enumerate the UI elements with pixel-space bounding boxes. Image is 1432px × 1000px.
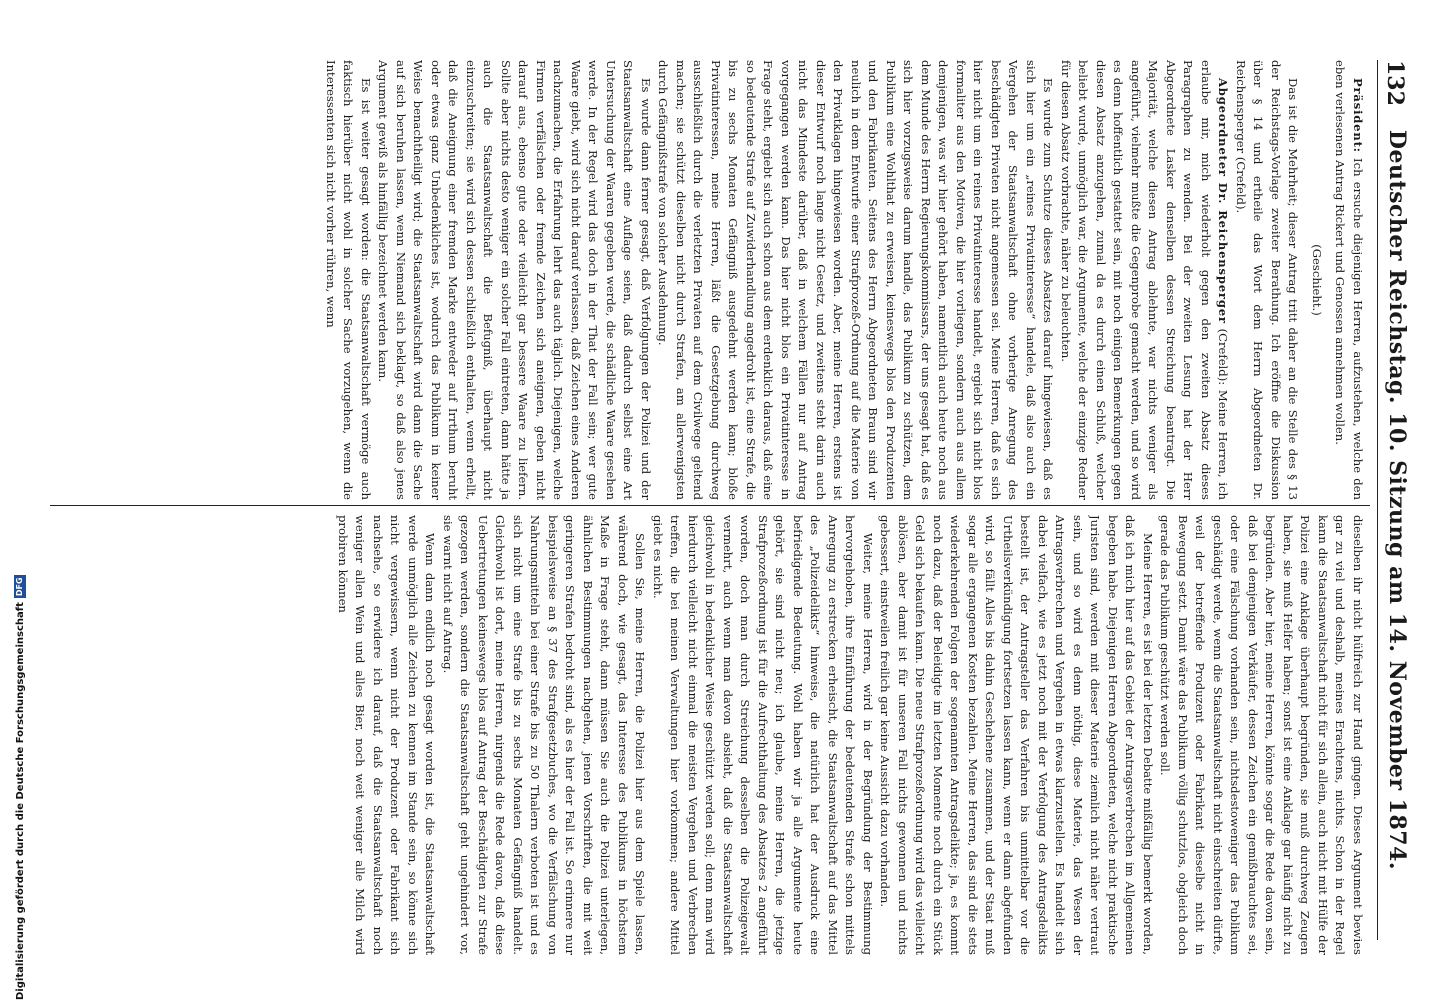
paragraph: Sollen Sie, meine Herren, die Polizei hier aus dem Spiele lassen, während doch, wie gesagt, das Interesse des Publikums in höchstem Maße in Frage steht, dann müssen Sie auch die Polizei unterlegen, ähnlichen Bestimmungen nachgehen, jenen Vorschriften, die mit weit geringeren Strafen bedroht sind, als es hier der Fall ist. So erinnere nur beispielsweise an § 37 des Strafgesetzbuches, wo die Verfälschung von Nahrungsmitteln bei einer Strafe bis zu 50 Thalern verboten ist und es sich nicht um eine Strafe bis zu sechs Monaten Gefängniß handelt. Gleichwohl ist dort, meine Herren, nirgends die Rede davon, daß diese Uebertretungen keineswegs blos auf Antrag der Beschädigten zur Strafe gezogen werden, sondern die Staatsanwaltschaft geht ungehindert vor, sie warnt nicht auf Antrag. <box>441 515 648 955</box>
right-column <box>50 515 1366 955</box>
paragraph: Wenn dann endlich noch gesagt worden ist, die Staatsanwaltschaft werde unmöglich alle Zeichen zu kennen im Stande sein, so könne sich nicht vergewissern, wenn nicht der Produzent oder Fabrikant sich nachsehe, so erwidere ich darauf, daß die Staatsanwaltschaft noch weniger allen Wein und alles Bier, noch weit weniger alle Milch wird probiren können <box>336 515 438 955</box>
dfg-logo: DFG <box>15 577 24 597</box>
paragraph <box>1057 60 1232 500</box>
paragraph: Es ist weiter gesagt worden: die Staatsanwaltschaft vermöge auch faktisch hierüber nicht wohl in solcher Sache vorzugehen, wenn die Interessenten sich nicht vorher rühren, wenn <box>324 60 373 500</box>
digitization-credit <box>0 0 26 1000</box>
paragraph: Weiter, meine Herren, wird in der Begründung der Bestimmung hervorgehoben, ihre Einführung der bedeutenden Strafe schon mittels Anregung zu erstrecken erheischt, die Staatsanwaltschaft auf das Mittel des „Polizeidelikts“ hinweise, die natürlich hat der Ausdruck eine befriedigende Bedeutung. Wohl haben wir ja alle Argumente heute gehört, sie sind nicht neu; ich glaube, meine Herren, die jetzige Strafprozeßordnung ist für die Aufrechthaltung des Absatzes 2 angeführt worden, doch man durch Streichung desselben die Polizeigewalt vermehrt, auch wenn man davon absieht, daß die Staatsanwaltschaft gleichwohl in bedenklicher Weise geschützt werden soll; denn man wird hierdurch vielleicht nicht einmal die meisten Vergehen und Verbrechen treffen, die bei meinen Verwaltungen hier vorkommen; andere Mittel giebt es nicht. <box>651 515 875 955</box>
paragraph-text: (Crefeld): Meine Herren, ich erlaube mir, mich wiederholt gegen den zweiten Absatz dieses Paragraphen zu wenden. Bei der zweiten Lesung hat der Herr Abgeordnete Lasker denselben dessen Streichung beantragt. Die Majorität, welche diesen Antrag ablehnte, war nichts weniger als angeführt, vielmehr mußte die Gegenprobe gemacht werden, und so wird es denn hoffentlich gestattet sein, mit noch einigen Bemerkungen gegen diesen Absatz anzugehen, zumal da es durch einen Schluß, welcher beliebt wurde, unmöglich war, die Argumente, welche der einzige Redner für diesen Absatz vorbrachte, näher zu beleuchten. <box>1059 60 1231 500</box>
page-number: 132 <box>1382 60 1408 106</box>
speaker-name: Abgeordneter Dr. Reichensperger <box>1216 78 1231 324</box>
paragraph: Meine Herren, es ist bei der letzten Debatte mißfällig bemerkt worden, daß ich mich hier auf das Gebiet der Antragsverbrechen im Allgemeinen begeben habe. Diejenigen Herren Abgeordneten, welche nicht praktische Juristen sind, werden mit dieser Materie ziemlich nicht näher vertraut sein, und so wird es denn nöthig, diese Materie, das Wesen der Antragsverbrechen und Vergehen in etwas klarzustellen. Es handelt sich dabei vielfach, wie es jetzt noch mit der Verfolgung des Antragsdelikts bestellt ist, der Antragsteller das Verfahren bis unmittelbar vor die Urtheilsverkündigung fortsetzen lassen kann, wenn er dann abgefunden wird, so fällt Alles bis dahin Geschehene zusammen, und der Staat muß sogar alle ergangenen Kosten bezahlen. Meine Herren, das sind die stets wiederkehrenden Folgen der sogenannten Antragsdelikte; ja, es kommt noch dazu, daß der Beleidigte im letzten Momente noch durch ein Stück Geld sich bekaufen kann. Die neue Strafprozeßordnung wird das vielleicht ablösen, aber damit ist für unseren Fall nichts gewonnen und nichts gebessert, einstweilen freilich gar keine Aussicht dazu vorhanden. <box>878 515 1155 955</box>
stage-direction: (Geschieht.) <box>1310 244 1324 316</box>
paragraph: Es wurde zum Schutze dieses Absatzes darauf hingewiesen, daß es sich hier um ein „reines Privatinteresse“ handele, daß also auch ein Vergehen der Staatsanwaltschaft ohne vorherige Anregung des beschädigten Privaten nicht angemessen sei. Meine Herren, daß es sich hier nicht um ein reines Privatinteresse handelt, ergiebt sich nicht blos formaliter aus den Motiven, die hier vorliegen, sondern auch aus allem demjenigen, was wir hier gehört haben, namentlich auch heute noch aus dem Munde des Herrn Regierungskommissars, der uns gesagt hat, daß es sich hier vorzugsweise darum handle, das Publikum zu schützen, dem Publikum eine Wohlthat zu erweisen, keineswegs blos den Produzenten und den Fabrikanten. Seitens des Herrn Abgeordneten Braun sind wir neulich in dem Entwurfe einer Strafprozeß-Ordnung auf die Materie von den Privatklagen hingewiesen worden. Aber, meine Herren, erstens ist dieser Entwurf noch lange nicht Gesetz, und zweitens steht darin auch nicht das Mindeste darüber, daß in welchem Fällen nur auf Antrag vorgegangen werden kann. Das hier nicht blos ein Privatinteresse in Frage steht, ergiebt sich auch schon aus dem erdenklich daraus, daß eine so bedeutende Strafe auf Zuwiderhandlung angedroht ist, eine Strafe, die bis zu sechs Monaten Gefängniß ausgedehnt werden kann; bloße Privatinteressen, meine Herren, läßt die Gesetzgebung durchweg ausschließlich durch die verletzten Privaten auf dem Civilwege geltend machen; sie schützt dieselben nicht durch Strafen, am allerwenigsten durch Gefängnißstrafe von solcher Ausdehnung. <box>656 60 1056 500</box>
paragraph: Das ist die Mehrheit; dieser Antrag tritt daher an die Stelle des § 13 der Reichstags-Vorlage zweiter Berathung. Ich eröffne die Diskussion über § 14 und ertheile das Wort dem Herrn Abgeordneten Dr. Reichensperger (Crefeld). <box>1234 60 1301 500</box>
left-column <box>50 60 1366 500</box>
paragraph <box>1331 60 1366 500</box>
page-header <box>1377 60 1412 940</box>
paragraph-text: Ich ersuche diejenigen Herren, aufzustehen, welche den eben verlesenen Antrag Rickert und Genossen annehmen wollen. <box>1333 60 1365 500</box>
speaker-name: Präsident: <box>1351 78 1365 153</box>
column-divider <box>50 505 1370 506</box>
paragraph: dieselben ihr nicht hülfreich zur Hand gingen. Dieses Argument bewies gar zu viel und deshalb, meines Erachtens, nichts. Schon in der Regel kann die Staatsanwaltschaft nicht für sich allein, auch nicht mit Hülfe der Polizei eine Anklage überhaupt begründen, sie muß durchweg Zeugen haben, sie muß Helfer haben; sonst ist eine Anklage gar häufig nicht zu begründen. Aber hier, meine Herren, könnte sogar die Rede davon sein, daß bei demjenigen Verkäufer, dessen Zeichen ein gemißbrauchtes sei, oder eine Fälschung vorhanden sein, nichtsdestoweniger das Publikum geschädigt werde, wenn die Staatsanwaltschaft nicht einschreiten dürfte, weil der betreffende Produzent oder Fabrikant dieselbe nicht in Bewegung setzt. Damit wäre das Publikum völlig schutzlos, obgleich doch gerade das Publikum geschützt werden soll. <box>1158 515 1365 955</box>
running-head: Deutscher Reichstag. 10. Sitzung am 14. November 1874. <box>1384 129 1410 871</box>
credit-text: Digitalisierung gefördert durch die Deutsche Forschungsgemeinschaft <box>15 602 26 1000</box>
paragraph: Es wurde dann ferner gesagt, daß Verfolgungen der Polizei und der Staatsanwaltschaft eine Auflage seien, daß dadurch selbst eine Art Untersuchung der Waaren gegeben werde, die schädliche Waare gesehen werde. In der Regel wird das doch in der That der Fall sein; wer gute Waare giebt, wird sich nicht darauf verlassen, daß Zeichen eines Anderen nachzumachen, die Erfahrung lehrt das auch täglich. Diejenigen, welche Firmen verfälschen oder fremde Zeichen sich aneignen, geben nicht darauf aus, ebenso gute oder vielleicht gar bessere Waare zu liefern. Sollte aber nichts desto weniger ein solcher Fall eintreten, dann hätte ja auch die Staatsanwaltschaft die Befugniß, überhaupt nicht einzuschreiten; sie wird sich dessen schließlich enthalten, wenn erhellt, daß die Aneignung einer fremden Marke entweder auf Irrthum beruht oder etwas ganz Unbedenkliches ist, wodurch das Publikum in keiner Weise benachtheiligt wird; die Staatsanwaltschaft wird dann die Sache auf sich beruhen lassen, wenn Niemand sich beklagt, so daß also jenes Argument gewiß als hinfällig bezeichnet werden kann. <box>376 60 653 500</box>
